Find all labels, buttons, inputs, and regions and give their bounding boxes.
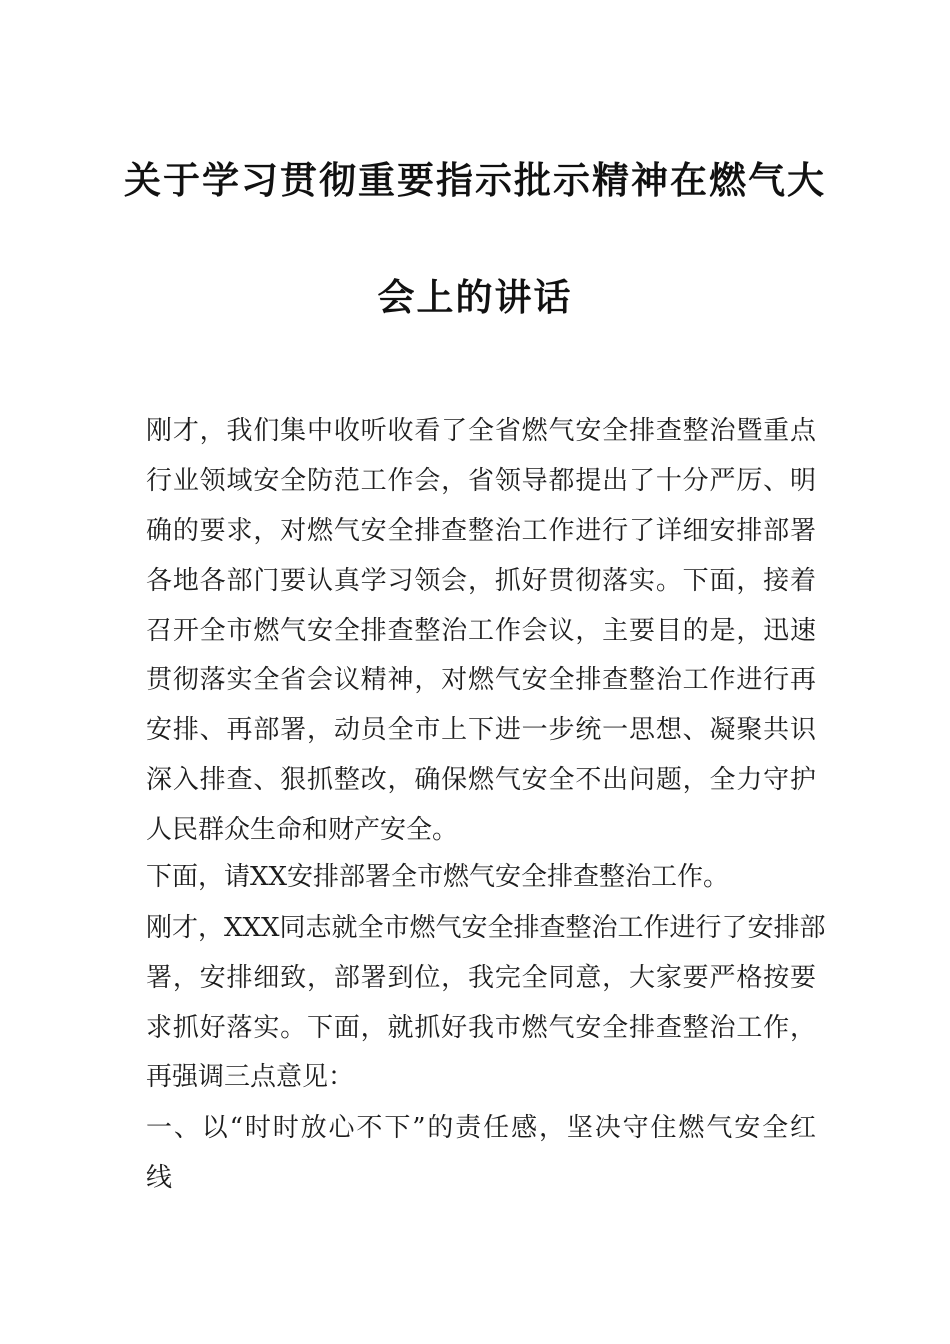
body-line-3: 确的要求，对燃气安全排查整治工作进行了详细安排部署 — [146, 516, 816, 546]
body-line-13: 求抓好落实。下面，就抓好我市燃气安全排查整治工作， — [146, 1013, 816, 1043]
body-line-10: 下面，请XX安排部署全市燃气安全排查整治工作。 — [146, 862, 730, 892]
body-line-4: 各地各部门要认真学习领会，抓好贯彻落实。下面，接着 — [146, 566, 816, 596]
body-line-6: 贯彻落实全省会议精神，对燃气安全排查整治工作进行再 — [146, 665, 816, 695]
document-title-line-2: 会上的讲话 — [377, 276, 573, 319]
body-line-8: 深入排查、狠抓整改，确保燃气安全不出问题，全力守护 — [146, 765, 816, 795]
body-line-5: 召开全市燃气安全排查整治工作会议，主要目的是，迅速 — [146, 616, 816, 646]
body-line-11: 刚才，XXX同志就全市燃气安全排查整治工作进行了安排部 — [146, 913, 826, 943]
body-line-1: 刚才，我们集中收听收看了全省燃气安全排查整治暨重点 — [146, 416, 816, 446]
document-title-line-1: 关于学习贯彻重要指示批示精神在燃气大 — [124, 159, 826, 202]
body-line-2: 行业领域安全防范工作会，省领导都提出了十分严厉、明 — [146, 466, 816, 496]
body-line-15: 一、以“时时放心不下”的责任感，坚决守住燃气安全红 — [146, 1113, 816, 1143]
body-line-14: 再强调三点意见： — [146, 1062, 355, 1092]
body-line-9: 人民群众生命和财产安全。 — [146, 815, 459, 845]
body-line-12: 署，安排细致，部署到位，我完全同意，大家要严格按要 — [146, 963, 816, 993]
body-line-16: 线 — [146, 1163, 173, 1193]
body-line-7: 安排、再部署，动员全市上下进一步统一思想、凝聚共识 — [146, 715, 816, 745]
